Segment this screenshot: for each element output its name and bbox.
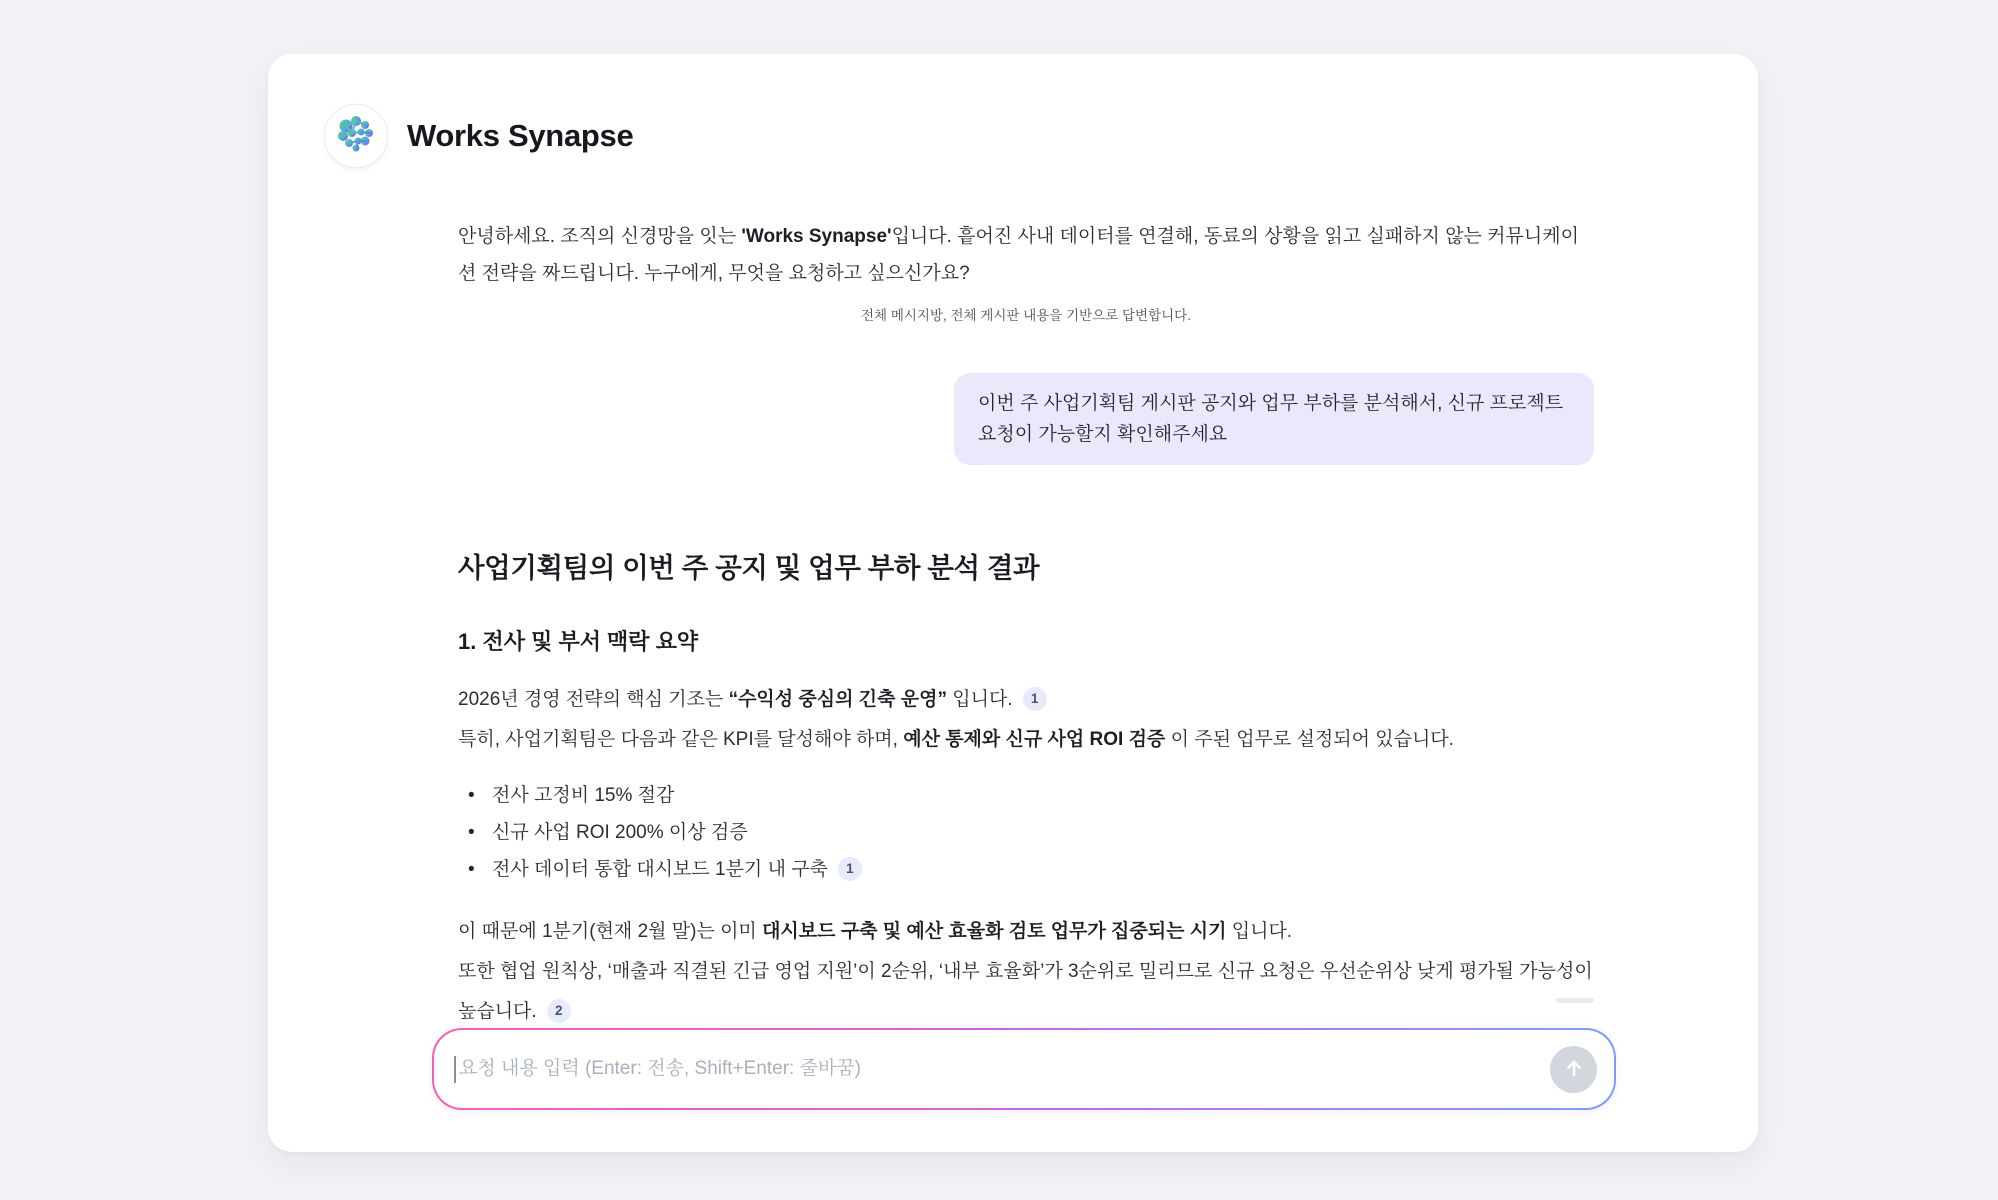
app-title: Works Synapse [407, 118, 634, 153]
kpi-bullet-list [458, 778, 1594, 888]
analysis-title: 사업기획팀의 이번 주 공지 및 업무 부하 분석 결과 [458, 552, 1040, 583]
analysis-paragraph-2 [458, 912, 1594, 1032]
brain-network-icon [334, 112, 378, 161]
p2-bold: 대시보드 구축 및 예산 효율화 검토 업무가 집중되는 시기 [762, 921, 1227, 942]
p2b-text: 또한 협업 원칙상, ‘매출과 직결된 긴급 영업 지원’이 2순위, ‘내부 효율화’가 3순위로 밀리므로 신규 요청은 우선순위상 낮게 평가될 가능성이 높습니다. [458, 961, 1593, 1022]
intro-text: 안녕하세요. 조직의 신경망을 잇는 [458, 226, 742, 247]
citation-badge-2[interactable]: 2 [547, 999, 571, 1023]
analysis-section-1-title: 1. 전사 및 부서 맥락 요약 [458, 629, 699, 654]
scrollbar-thumb[interactable] [1556, 998, 1594, 1003]
composer [434, 1030, 1614, 1108]
arrow-up-icon [1563, 1057, 1585, 1082]
p2-text: 이 때문에 1분기(현재 2월 말)는 이미 [458, 921, 763, 942]
p1b-text: 특히, 사업기획팀은 다음과 같은 KPI를 달성해야 하며, [458, 729, 904, 750]
kpi-item [458, 815, 1594, 851]
context-caption: 전체 메시지방, 전체 게시판 내용을 기반으로 답변합니다. [861, 308, 1191, 323]
composer-gradient-border [432, 1028, 1616, 1110]
chat-window [268, 54, 1758, 1152]
p1-text-2: 입니다. [946, 689, 1013, 710]
p1b-bold: 예산 통제와 신규 사업 ROI 검증 [903, 729, 1166, 750]
assistant-intro-message [458, 218, 1594, 292]
user-message-row [458, 373, 1594, 465]
kpi-item [458, 852, 1594, 888]
analysis-paragraph-1 [458, 680, 1594, 760]
p1-bold: “수익성 중심의 긴축 운영” [728, 689, 947, 710]
citation-badge-1[interactable]: 1 [1023, 687, 1047, 711]
p1b-text-2: 이 주된 업무로 설정되어 있습니다. [1165, 729, 1454, 750]
user-message-bubble: 이번 주 사업기획팀 게시판 공지와 업무 부하를 분석해서, 신규 프로젝트 요청이 가능할지 확인해주세요 [954, 373, 1594, 465]
p2-text-2: 입니다. [1226, 921, 1293, 942]
intro-text-2: 입니다. 흩어진 사내 데이터를 연결해, 동료의 상황을 읽고 실패하지 않는 커뮤니케이션 전략을 짜드립니다. 누구에게, 무엇을 요청하고 싶으신가요? [458, 226, 1579, 284]
intro-bold: 'Works Synapse' [741, 226, 892, 247]
p1-text: 2026년 경영 전략의 핵심 기조는 [458, 689, 729, 710]
kpi-item-text: 전사 데이터 통합 대시보드 1분기 내 구축 [492, 859, 828, 880]
app-header [268, 54, 1758, 168]
kpi-item [458, 778, 1594, 814]
text-cursor [454, 1056, 456, 1083]
citation-badge-1b[interactable]: 1 [838, 857, 862, 881]
kpi-item-text: 신규 사업 ROI 200% 이상 검증 [492, 822, 748, 843]
message-input[interactable] [459, 1058, 1550, 1080]
kpi-item-text: 전사 고정비 15% 절감 [492, 785, 675, 806]
chat-thread [458, 218, 1594, 1066]
send-button[interactable] [1550, 1046, 1597, 1093]
app-logo [324, 104, 388, 168]
